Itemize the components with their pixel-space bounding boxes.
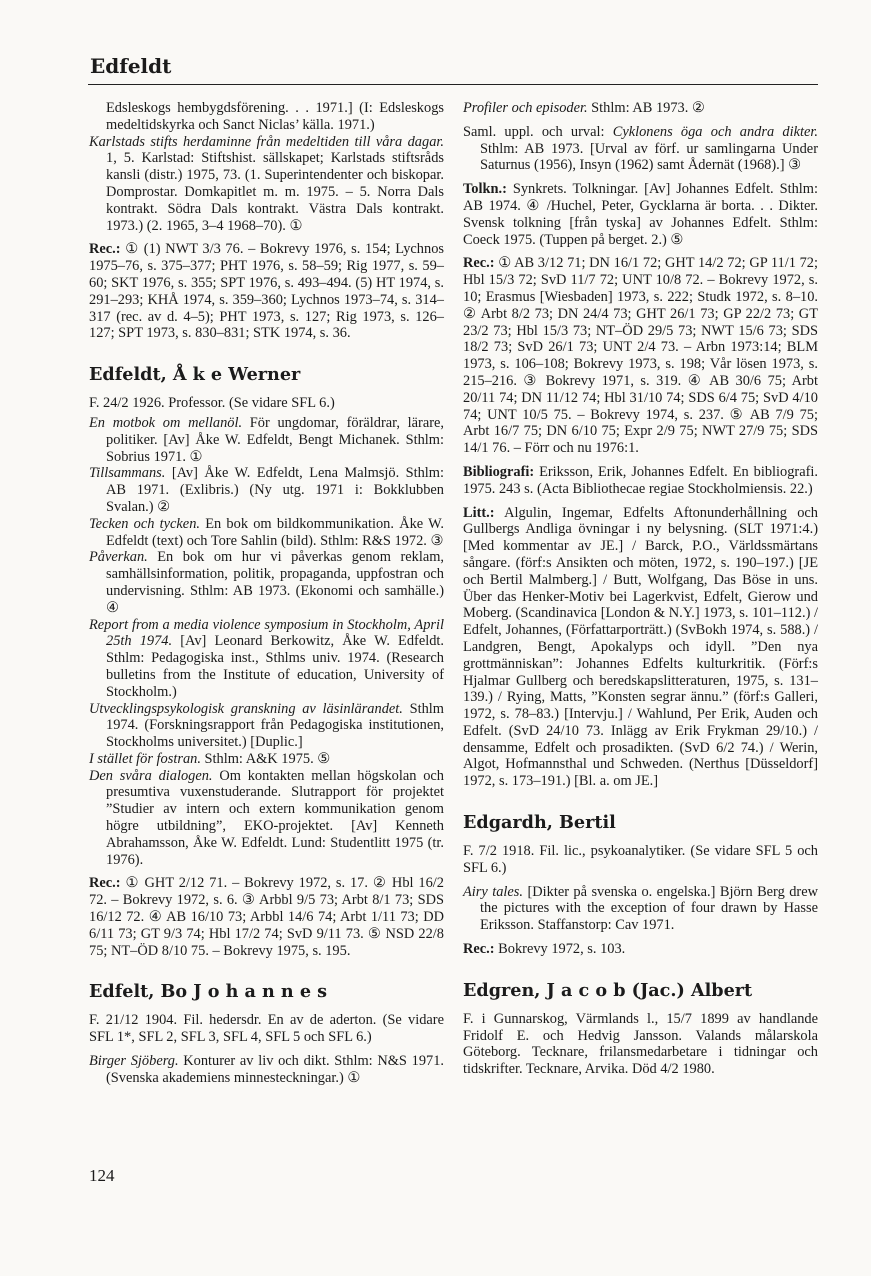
reviews-paragraph (89, 241, 444, 342)
author-heading-bertil: Edgardh, Bertil (463, 812, 616, 834)
author-heading-ake: Edfeldt, Å k e Werner (89, 364, 301, 386)
work-entry (89, 516, 444, 550)
author-bio: F. 7/2 1918. Fil. lic., psykoanalytiker. (Se vidare SFL 5 och SFL 6.) (463, 843, 818, 876)
work-entry (463, 124, 818, 174)
work-details: Sthlm 1974. (Forskningsrapport från Pedagogiska institutionen, Stockholms universitet.) [Duplic.] (106, 700, 444, 751)
rec-label: Rec.: (463, 255, 495, 272)
work-details: Om kontakten mellan högskolan och presumtiva vuxenstuderande. Slutrapport för projektet ”Studier av intern och extern kommunikation genom högre utbildning”, EKO-projektet. [Av] Kenneth Abrahamsson, Åke W. Edfeldt. Lund: Studentlitt 1975 (tr. 1976). (106, 767, 444, 868)
work-details: 1, 5. Karlstad: Stiftshist. sällskapet; Karlstads stiftsråds kansli (distr.) 1975, 73. (1. Superintendenter och biskopar. Domprostar. Domkapitlet m. m. 1975. – 5. Norra Dals kontrakt. Södra Dals kontrakt. Västra Dals kontrakt. 1973.) (2. 1965, 3–4 1968–70). ① (106, 150, 444, 234)
running-head: Edfeldt (90, 54, 172, 78)
header-rule (88, 84, 818, 85)
work-title: Utvecklingspsykologisk granskning av läsinlärandet. (89, 700, 403, 717)
reviews-paragraph (463, 941, 818, 958)
bibliography-paragraph (463, 464, 818, 498)
author-heading-bo: Edfelt, Bo J o h a n n e s (89, 981, 328, 1003)
reviews-paragraph (89, 875, 444, 959)
work-title: Cyklonens öga och andra dikter. (612, 123, 818, 140)
bibliografi-label: Bibliografi: (463, 463, 535, 480)
author-bio: F. 21/12 1904. Fil. hedersdr. En av de aderton. (Se vidare SFL 1*, SFL 2, SFL 3, SFL 4, SFL 5 och SFL 6.) (89, 1012, 444, 1046)
work-entry (89, 465, 444, 515)
rec-text: ① GHT 2/12 71. – Bokrevy 1972, s. 17. ② Hbl 16/2 72. – Bokrevy 1972, s. 6. ③ Arbbl 9/5 73; Arbt 8/1 73; SDS 16/12 72. ④ AB 16/10 73; Arbbl 14/6 74; Arbt 1/11 73; DD 6/11 73; GT 9/3 74; Hbl 17/2 74; SvD 9/11 73. ⑤ NSD 22/8 75; NT–ÖD 8/10 75. – Bokrevy 1975, s. 195. (89, 875, 444, 959)
work-title: Den svåra dialogen. (89, 767, 213, 784)
work-entry (463, 100, 818, 117)
work-entry (89, 751, 444, 768)
work-details: [Av] Åke W. Edfeldt, Lena Malmsjö. Sthlm: AB 1971. (Exlibris.) (Ny utg. 1971 i: Bokklubben Svalan.) ② (106, 465, 444, 515)
work-title: Tecken och tycken. (89, 515, 200, 532)
work-title: I stället för fostran. (89, 750, 201, 767)
rec-text: Bokrevy 1972, s. 103. (494, 941, 626, 958)
work-details: Sthlm: AB 1973. [Urval av förf. ur samlingarna Under Saturnus (1956), Insyn (1962) samt Ådernät (1968).] ③ (480, 140, 818, 174)
work-title: En motbok om mellanöl. (89, 414, 243, 431)
entry-karlstads-stifts (89, 134, 444, 235)
rec-label: Rec.: (89, 241, 121, 258)
work-title: Airy tales. (463, 883, 523, 900)
author-heading-jacob: Edgren, J a c o b (Jac.) Albert (463, 979, 753, 1001)
works-list (89, 415, 444, 869)
rec-label: Rec.: (89, 875, 121, 892)
rec-label: Rec.: (463, 941, 495, 958)
work-details: Sthlm: AB 1973. ② (587, 100, 705, 116)
author-bio: F. i Gunnarskog, Värmlands l., 15/7 1899 av handlande Fridolf E. och Hedvig Jansson. Valands målarskola Göteborg. Tecknare, frilansmedarbetare i tidningar och tidskrifter. Tecknare, Arvika. Död 4/2 1980. (463, 1010, 818, 1078)
work-title: Tillsammans. (89, 465, 166, 482)
litt-label: Litt.: (463, 504, 495, 521)
work-entry (89, 549, 444, 616)
work-details: [Av] Leonard Berkowitz, Åke W. Edfeldt. Sthlm: Pedagogiska inst., Sthlms univ. 1974. (Research bulletins from the Institute of education, University of Stockholm.) (106, 633, 445, 700)
literature-paragraph (463, 505, 818, 791)
tolkn-text: Synkrets. Tolkningar. [Av] Johannes Edfelt. Sthlm: AB 1974. ④ /Huchel, Peter, Gycklarna är borta. . . Dikter. Svensk tolkning [från tyska] av Johannes Edfelt. Sthlm: Coeck 1975. (Tuppen på berget. 2.) ⑤ (463, 181, 818, 248)
litt-text: Algulin, Ingemar, Edfelts Aftonunderhållning och Gullbergs Andliga övningar i ny belysning. (SLT 1971:4.) [Med kommentar av JE.] / Barck, P.O., Världssmärtans sångare. (förf:s Ansikten och möten, 1972, s. 190–197.) [JE och Bertil Malmberg.] / Butt, Wolfgang, Das Böse in uns. Über das Henker-Motiv bei Lagerkvist, Edfelt, Gierow und Moberg. (Scandinavica [London & N.Y.] 1973, s. 101–112.) / Edfelt, Johannes, (Författarporträtt.) (SvBokh 1974, s. 588.) / Landgren, Bengt, Apokalyps och idyll. ”Den nya grottmänniskan”: Johannes Edfelts kulturkritik. (Förf:s Hjalmar Gullberg och beredskapslitteraturen, 1975, s. 131–139.) / Rying, Matts, ”Konsten segrar ännu.” (förf:s Galleri, 1972, s. 78–83.) [Intervju.] / Wahlund, Per Erik, Auden och Edfelt. (SvD 24/10 73. Inlägg av Erik Frykman 29/10.) / densamme, Edfelt och prosadikten. (SvD 6/2 74.) / Werin, Algot, Hofmannsthal und Schweden. (Nerthus [Düsseldorf] 1972, s. 173–191.) [Bl. a. om JE.] (463, 504, 818, 790)
work-title: Birger Sjöberg. (89, 1053, 179, 1070)
tolkn-label: Tolkn.: (463, 181, 507, 198)
work-details: [Dikter på svenska o. engelska.] Björn Berg drew the pictures with the exception of four drawn by Hasse Eriksson. Staffanstorp: Cav 1971. (480, 883, 818, 934)
work-title: Påverkan. (89, 549, 148, 566)
author-bio: F. 24/2 1926. Professor. (Se vidare SFL 6.) (89, 395, 335, 412)
work-title: Karlstads stifts herdaminne från medeltiden till våra dagar. (89, 133, 444, 150)
work-prefix: Saml. uppl. och urval: (463, 123, 613, 140)
work-entry (89, 617, 444, 701)
work-entry (89, 1053, 444, 1087)
work-details: Sthlm: A&K 1975. ⑤ (200, 750, 331, 767)
work-title: Profiler och episoder. (463, 100, 588, 116)
work-details: En bok om bildkommunikation. Åke W. Edfeldt (text) och Tore Sahlin (bild). Sthlm: R&S 1972. ③ (106, 515, 444, 549)
reviews-paragraph (463, 255, 818, 457)
work-entry (89, 701, 444, 751)
intro-entry-continued: Edsleskogs hembygdsförening. . . 1971.] (I: Edsleskogs medeltidskyrka och Sanct Niclas’ källa. 1971.) (106, 100, 444, 133)
work-details: En bok om hur vi påverkas genom reklam, samhällsinformation, politik, propaganda, uppfostran och undervisning. Sthlm: AB 1973. (Ekonomi och samhälle.) ④ (106, 549, 444, 616)
bibliografi-text: Eriksson, Erik, Johannes Edfelt. En bibliografi. 1975. 243 s. (Acta Bibliothecae regiae Stockholmiensis. 22.) (463, 463, 818, 497)
translations-paragraph (463, 181, 818, 248)
work-details: För ungdomar, föräldrar, lärare, politiker. [Av] Åke W. Edfeldt, Bengt Michanek. Sthlm: Sobrius 1971. ① (106, 414, 444, 465)
rec-text: ① (1) NWT 3/3 76. – Bokrevy 1976, s. 154; Lychnos 1975–76, s. 375–377; PHT 1976, s. 58–59; Rig 1977, s. 59–60; SKT 1976, s. 355; SPT 1976, s. 493–494. (5) HT 1974, s. 291–293; KHÅ 1974, s. 359–360; Lychnos 1973–74, s. 314–317 (rec. av d. 4–5); PHT 1973, s. 127; Rig 1973, s. 126–127; SPT 1973, s. 830–831; STK 1974, s. 36. (89, 241, 444, 342)
work-details: Konturer av liv och dikt. Sthlm: N&S 1971. (Svenska akademiens minnesteckningar.) ① (106, 1053, 445, 1086)
work-entry (463, 884, 818, 934)
right-column (463, 100, 818, 1078)
page-number: 124 (89, 1166, 115, 1185)
left-column (89, 100, 444, 1087)
work-entry (89, 415, 444, 465)
work-entry (89, 768, 444, 869)
work-title: Report from a media violence symposium in Stockholm, April 25th 1974. (89, 616, 444, 650)
rec-text: ① AB 3/12 71; DN 16/1 72; GHT 14/2 72; GP 11/1 72; Hbl 15/3 72; SvD 11/7 72; UNT 10/8 72. – Bokrevy 1972, s. 10; Erasmus [Wiesbaden] 1973, s. 222; Studk 1972, s. 8–10. ② Arbt 8/2 73; DN 24/4 73; GHT 26/1 73; GP 22/2 73; GT 23/2 73; Hbl 15/3 73; NT–ÖD 29/5 73; NWT 15/6 73; SDS 18/2 73; SvD 26/1 73; UNT 2/4 73. – Arbn 1973:14; BLM 1973, s. 106–108; Bokrevy 1973, s. 198; Vår lösen 1973, s. 215–216. ③ Bokrevy 1971, s. 319. ④ AB 30/6 75; Arbt 20/11 74; DN 11/12 74; Hbl 31/10 74; SDS 6/4 75; SvD 4/10 74; UNT 10/5 75. – Bokrevy 1974, s. 237. ⑤ AB 7/9 75; Arbt 16/7 75; DN 6/10 75; Expr 2/9 75; NWT 27/9 75; SDS 14/1 76. – Förr och nu 1976:1. (463, 255, 818, 457)
